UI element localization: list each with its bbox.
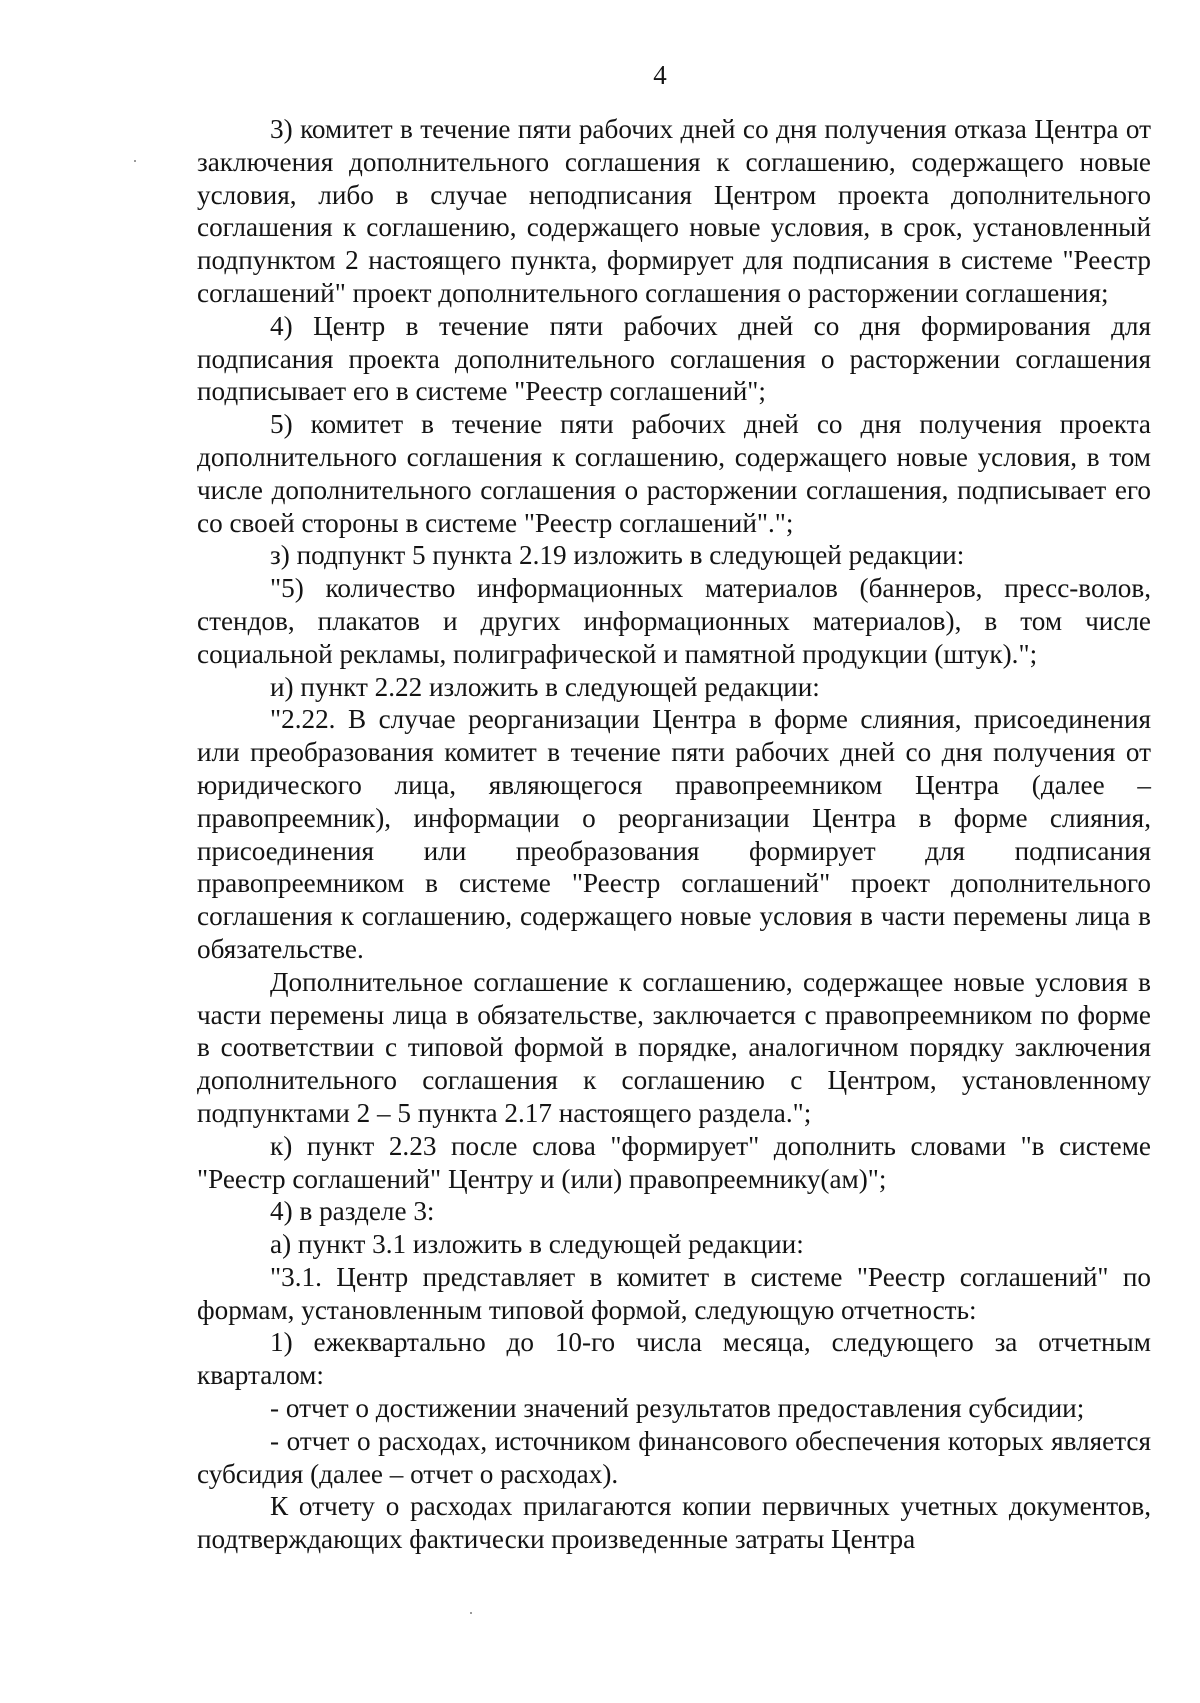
paragraph-item-a: а) пункт 3.1 изложить в следующей редакции: [270,1229,804,1260]
paragraph-results-report: - отчет о достижении значений результатов предоставления субсидии; [270,1393,1085,1424]
page-number: 4 [653,60,667,90]
paragraph-subitem-5: 5) комитет в течение пяти рабочих дней со дня получения проекта дополнительного соглашения к соглашению, содержащего новые условия, в том числе дополнительного соглашения о расторжении соглашения, подписывает его со своей стороны в системе "Реестр соглашений"."; [197,409,1151,538]
paragraph-clause-2-22: "2.22. В случае реорганизации Центра в форме слияния, присоединения или преобразования комитет в течение пяти рабочих дней со дня получения от юридического лица, являющегося правопреемником Центра (далее – правопреемник), информации о реорганизации Центра в форме слияния, присоединения или преобразования формирует для подписания правопреемником в системе "Реестр соглашений" проект дополнительного соглашения к соглашению, содержащего новые условия в части перемены лица в обязательстве. [197,704,1151,964]
paragraph-item-k: к) пункт 2.23 после слова "формирует" дополнить словами "в системе "Реестр соглашений" Центру и (или) правопреемнику(ам)"; [197,1130,1151,1194]
paragraph-clause-3-1: "3.1. Центр представляет в комитет в системе "Реестр соглашений" по формам, установленным типовой формой, следующую отчетность: [197,1261,1151,1325]
paragraph-expense-report: - отчет о расходах, источником финансового обеспечения которых является субсидия (далее – отчет о расходах). [197,1425,1151,1489]
paragraph-quoted-subitem-5: "5) количество информационных материалов (баннеров, пресс-волов, стендов, плакатов и других информационных материалов), в том числе социальной рекламы, полиграфической и памятной продукции (штук)."; [197,573,1151,669]
scan-speck [134,160,136,162]
scan-speck [470,1612,472,1614]
paragraph-attachments: К отчету о расходах прилагаются копии первичных учетных документов, подтверждающих фактически произведенные затраты Центра [197,1491,1151,1555]
paragraph-section-3: 4) в разделе 3: [270,1196,435,1227]
paragraph-additional-agreement: Дополнительное соглашение к соглашению, содержащее новые условия в части перемены лица в обязательстве, заключается с правопреемником по форме в соответствии с типовой формой в порядке, аналогичном порядку заключения дополнительного соглашения к соглашению с Центром, установленному подпунктами 2 – 5 пункта 2.17 настоящего раздела."; [197,966,1151,1128]
paragraph-item-i: и) пункт 2.22 изложить в следующей редакции: [270,671,820,702]
paragraph-subitem-3: 3) комитет в течение пяти рабочих дней со дня получения отказа Центра от заключения дополнительного соглашения к соглашению, содержащего новые условия, либо в случае неподписания Центром проекта дополнительного соглашения к соглашению, содержащего новые условия, в срок, установленный подпунктом 2 настоящего пункта, формирует для подписания в системе "Реестр соглашений" проект дополнительного соглашения о расторжении соглашения; [197,114,1151,308]
paragraph-quarterly: 1) ежеквартально до 10-го числа месяца, следующего за отчетным кварталом: [197,1327,1151,1391]
paragraph-subitem-4: 4) Центр в течение пяти рабочих дней со дня формирования для подписания проекта дополнительного соглашения о расторжении соглашения подписывает его в системе "Реестр соглашений"; [197,310,1151,407]
paragraph-item-z: з) подпункт 5 пункта 2.19 изложить в следующей редакции: [270,540,965,571]
document-body [197,113,1151,1556]
